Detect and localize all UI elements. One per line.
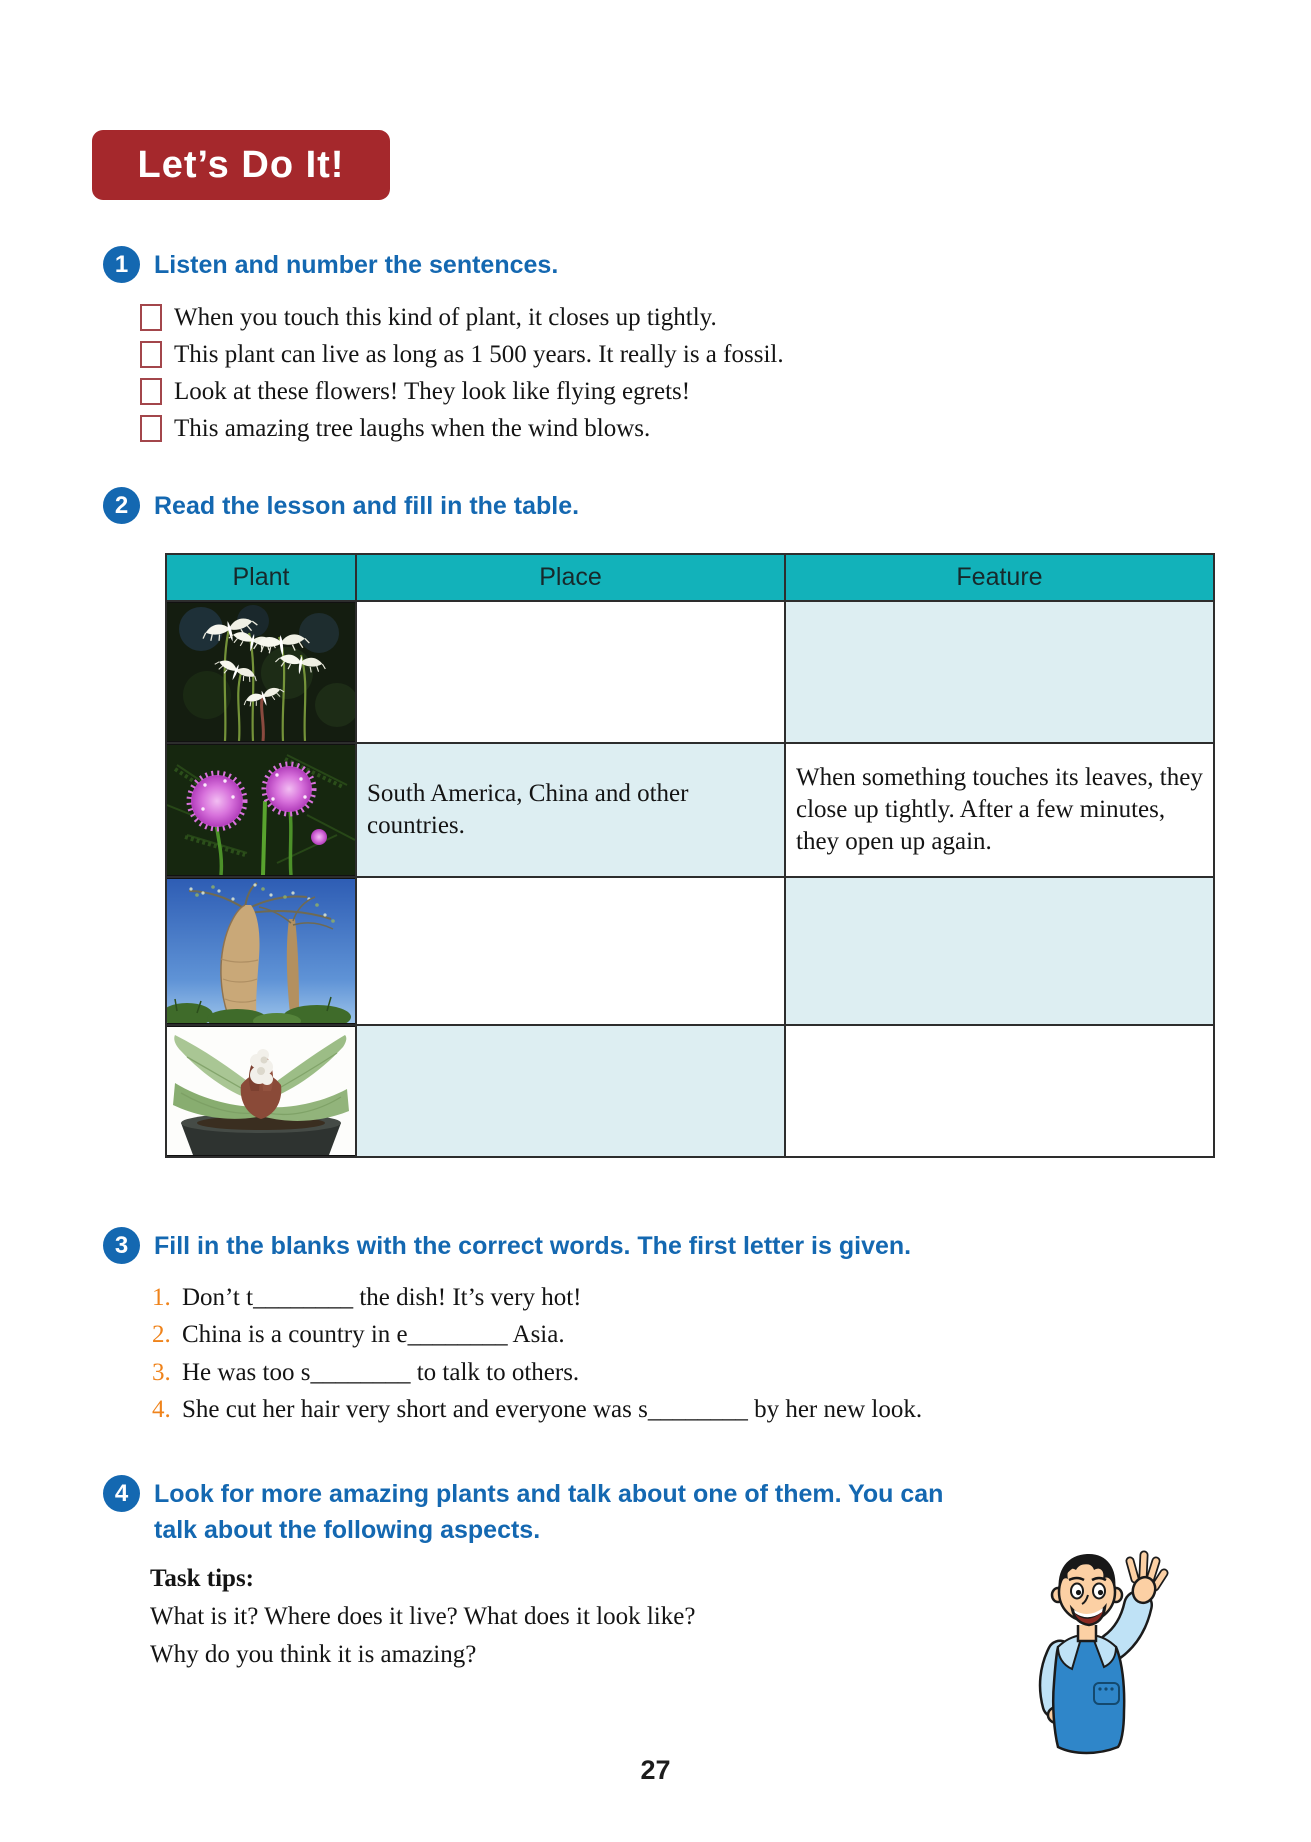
fill-blank-list (152, 1279, 922, 1429)
fill-blank-sentence: Don’t t________ the dish! It’s very hot! (182, 1283, 582, 1311)
table-row (166, 743, 1214, 877)
place-cell: South America, China and other countries. (356, 743, 785, 877)
exercise4-header (103, 1475, 943, 1548)
task-tip-line: Why do you think it is amazing? (150, 1641, 477, 1668)
place-cell[interactable] (356, 601, 785, 743)
fill-blank-sentence: He was too s________ to talk to others. (182, 1358, 580, 1386)
task-tips-label: Task tips: (150, 1565, 254, 1592)
col-header-place: Place (356, 554, 785, 601)
exercise3-title: Fill in the blanks with the correct words. The first letter is given. (154, 1232, 912, 1260)
table-row (166, 1025, 1214, 1157)
item-number: 3. (152, 1358, 171, 1386)
sentence-text: Look at these flowers! They look like flying egrets! (174, 377, 691, 405)
table-row (166, 877, 1214, 1025)
item-number: 2. (152, 1321, 171, 1349)
feature-cell: When something touches its leaves, they close up tightly. After a few minutes, they open up again. (785, 743, 1214, 877)
exercise4-number-badge: 4 (103, 1475, 140, 1512)
exercise1-title: Listen and number the sentences. (154, 251, 559, 279)
listen-sentence-row (140, 410, 784, 447)
exercise2-number-badge: 2 (103, 487, 140, 524)
fill-blank-item[interactable] (152, 1279, 922, 1317)
number-answer-box[interactable] (140, 415, 162, 442)
feature-cell[interactable] (785, 1025, 1214, 1157)
exercise3-header (103, 1227, 911, 1264)
item-number: 1. (152, 1283, 171, 1311)
plant-photo-cell (166, 743, 356, 877)
listen-sentences-list (140, 299, 784, 447)
fill-blank-sentence: China is a country in e________ Asia. (182, 1321, 565, 1349)
lets-do-it-banner: Let’s Do It! (92, 130, 390, 200)
plant-photo-cell (166, 1025, 356, 1157)
page-number: 27 (640, 1755, 671, 1785)
exercise4-title (154, 1475, 943, 1548)
plants-table (165, 553, 1215, 1158)
table-header-row (166, 554, 1214, 601)
col-header-feature: Feature (785, 554, 1214, 601)
plant-photo-cell (166, 601, 356, 743)
welwitschia-photo (167, 1027, 355, 1155)
col-header-plant: Plant (166, 554, 356, 601)
exercise4-title-line1: Look for more amazing plants and talk about one of them. You can (154, 1480, 944, 1508)
bottle-tree-photo (167, 879, 355, 1023)
fill-blank-item[interactable] (152, 1354, 922, 1392)
listen-sentence-row (140, 373, 784, 410)
item-number: 4. (152, 1396, 171, 1424)
egret-orchid-photo (167, 603, 355, 741)
listen-sentence-row (140, 336, 784, 373)
plant-photo-cell (166, 877, 356, 1025)
exercise3-number-badge: 3 (103, 1227, 140, 1264)
sentence-text: This plant can live as long as 1 500 years. It really is a fossil. (174, 340, 784, 368)
listen-sentence-row (140, 299, 784, 336)
place-cell[interactable] (356, 877, 785, 1025)
exercise1-header (103, 246, 558, 283)
place-cell[interactable] (356, 1025, 785, 1157)
task-tip-line: What is it? Where does it live? What does it look like? (150, 1603, 696, 1630)
exercise4-title-line2: talk about the following aspects. (154, 1516, 541, 1544)
sentence-text: When you touch this kind of plant, it closes up tightly. (174, 303, 717, 331)
feature-cell[interactable] (785, 877, 1214, 1025)
number-answer-box[interactable] (140, 378, 162, 405)
sentence-text: This amazing tree laughs when the wind blows. (174, 414, 651, 442)
exercise2-header (103, 487, 579, 524)
fill-blank-item[interactable] (152, 1317, 922, 1355)
task-tips (150, 1560, 695, 1674)
fill-blank-item[interactable] (152, 1392, 922, 1430)
exercise1-number-badge: 1 (103, 246, 140, 283)
mimosa-photo (167, 745, 355, 875)
number-answer-box[interactable] (140, 341, 162, 368)
table-row (166, 601, 1214, 743)
fill-blank-sentence: She cut her hair very short and everyone was s________ by her new look. (182, 1396, 923, 1424)
exercise2-title: Read the lesson and fill in the table. (154, 492, 580, 520)
feature-cell[interactable] (785, 601, 1214, 743)
number-answer-box[interactable] (140, 304, 162, 331)
